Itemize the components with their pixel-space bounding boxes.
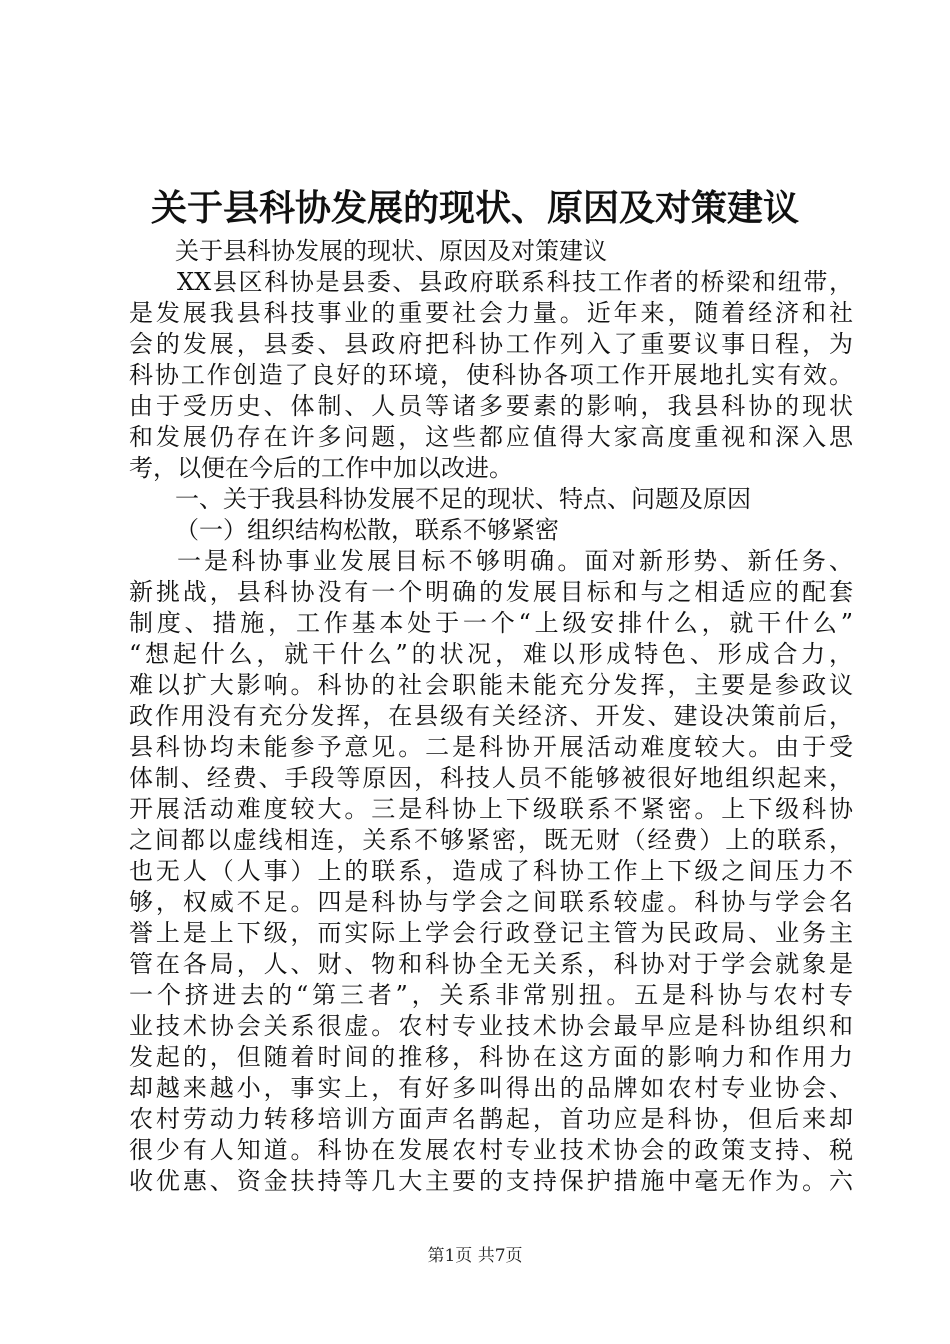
- paragraph-line: 体制、经费、手段等原因，科技人员不能够被很好地组织起来，: [129, 764, 853, 792]
- paragraph-line: 誉上是上下级，而实际上学会行政登记主管为民政局、业务主: [129, 919, 853, 947]
- paragraph-line: 却越来越小，事实上，有好多叫得出的品牌如农村专业协会、: [129, 1074, 853, 1102]
- subsection-heading: （一）组织结构松散，联系不够紧密: [175, 516, 559, 544]
- paragraph-line: 业技术协会关系很虚。农村专业技术协会最早应是科协组织和: [129, 1012, 853, 1040]
- paragraph-line: 由于受历史、体制、人员等诸多要素的影响，我县科协的现状: [129, 392, 853, 420]
- paragraph-line: “想起什么，就干什么”的状况，难以形成特色、形成合力，: [129, 640, 853, 668]
- paragraph-line: 也无人（人事）上的联系，造成了科协工作上下级之间压力不: [129, 857, 853, 885]
- page-number-footer: 第1页 共7页: [427, 1246, 523, 1266]
- paragraph-line: 县科协均未能参予意见。二是科协开展活动难度较大。由于受: [129, 733, 853, 761]
- paragraph-line: XX县区科协是县委、县政府联系科技工作者的桥梁和纽带，: [177, 268, 853, 296]
- paragraph-line: 科协工作创造了良好的环境，使科协各项工作开展地扎实有效。: [129, 361, 853, 389]
- document-title: 关于县科协发展的现状、原因及对策建议: [150, 187, 799, 229]
- paragraph-line: 制度、措施，工作基本处于一个“上级安排什么，就干什么”: [129, 609, 853, 637]
- section-heading: 一、关于我县科协发展不足的现状、特点、问题及原因: [175, 485, 751, 513]
- paragraph-line: 发起的，但随着时间的推移，科协在这方面的影响力和作用力: [129, 1043, 853, 1071]
- paragraph-line: 一是科协事业发展目标不够明确。面对新形势、新任务、: [177, 547, 853, 575]
- paragraph-line: 一个挤进去的“第三者”，关系非常别扭。五是科协与农村专: [129, 981, 853, 1009]
- paragraph-line: 是发展我县科技事业的重要社会力量。近年来，随着经济和社: [129, 299, 853, 327]
- subtitle-line: 关于县科协发展的现状、原因及对策建议: [175, 237, 607, 265]
- paragraph-line: 收优惠、资金扶持等几大主要的支持保护措施中毫无作为。六: [129, 1167, 853, 1195]
- paragraph-line: 开展活动难度较大。三是科协上下级联系不紧密。上下级科协: [129, 795, 853, 823]
- paragraph-line: 够，权威不足。四是科协与学会之间联系较虚。科协与学会名: [129, 888, 853, 916]
- paragraph-line: 会的发展，县委、县政府把科协工作列入了重要议事日程，为: [129, 330, 853, 358]
- paragraph-line: 政作用没有充分发挥，在县级有关经济、开发、建设决策前后，: [129, 702, 853, 730]
- document-body: [129, 236, 853, 1197]
- paragraph-line: 考，以便在今后的工作中加以改进。: [129, 454, 513, 482]
- paragraph-line: 新挑战，县科协没有一个明确的发展目标和与之相适应的配套: [129, 578, 853, 606]
- paragraph-line: 管在各局，人、财、物和科协全无关系，科协对于学会就象是: [129, 950, 853, 978]
- paragraph-line: 农村劳动力转移培训方面声名鹊起，首功应是科协，但后来却: [129, 1105, 853, 1133]
- paragraph-line: 难以扩大影响。科协的社会职能未能充分发挥，主要是参政议: [129, 671, 853, 699]
- paragraph-line: 之间都以虚线相连，关系不够紧密，既无财（经费）上的联系，: [129, 826, 853, 854]
- paragraph-line: 很少有人知道。科协在发展农村专业技术协会的政策支持、税: [129, 1136, 853, 1164]
- paragraph-line: 和发展仍存在许多问题，这些都应值得大家高度重视和深入思: [129, 423, 853, 451]
